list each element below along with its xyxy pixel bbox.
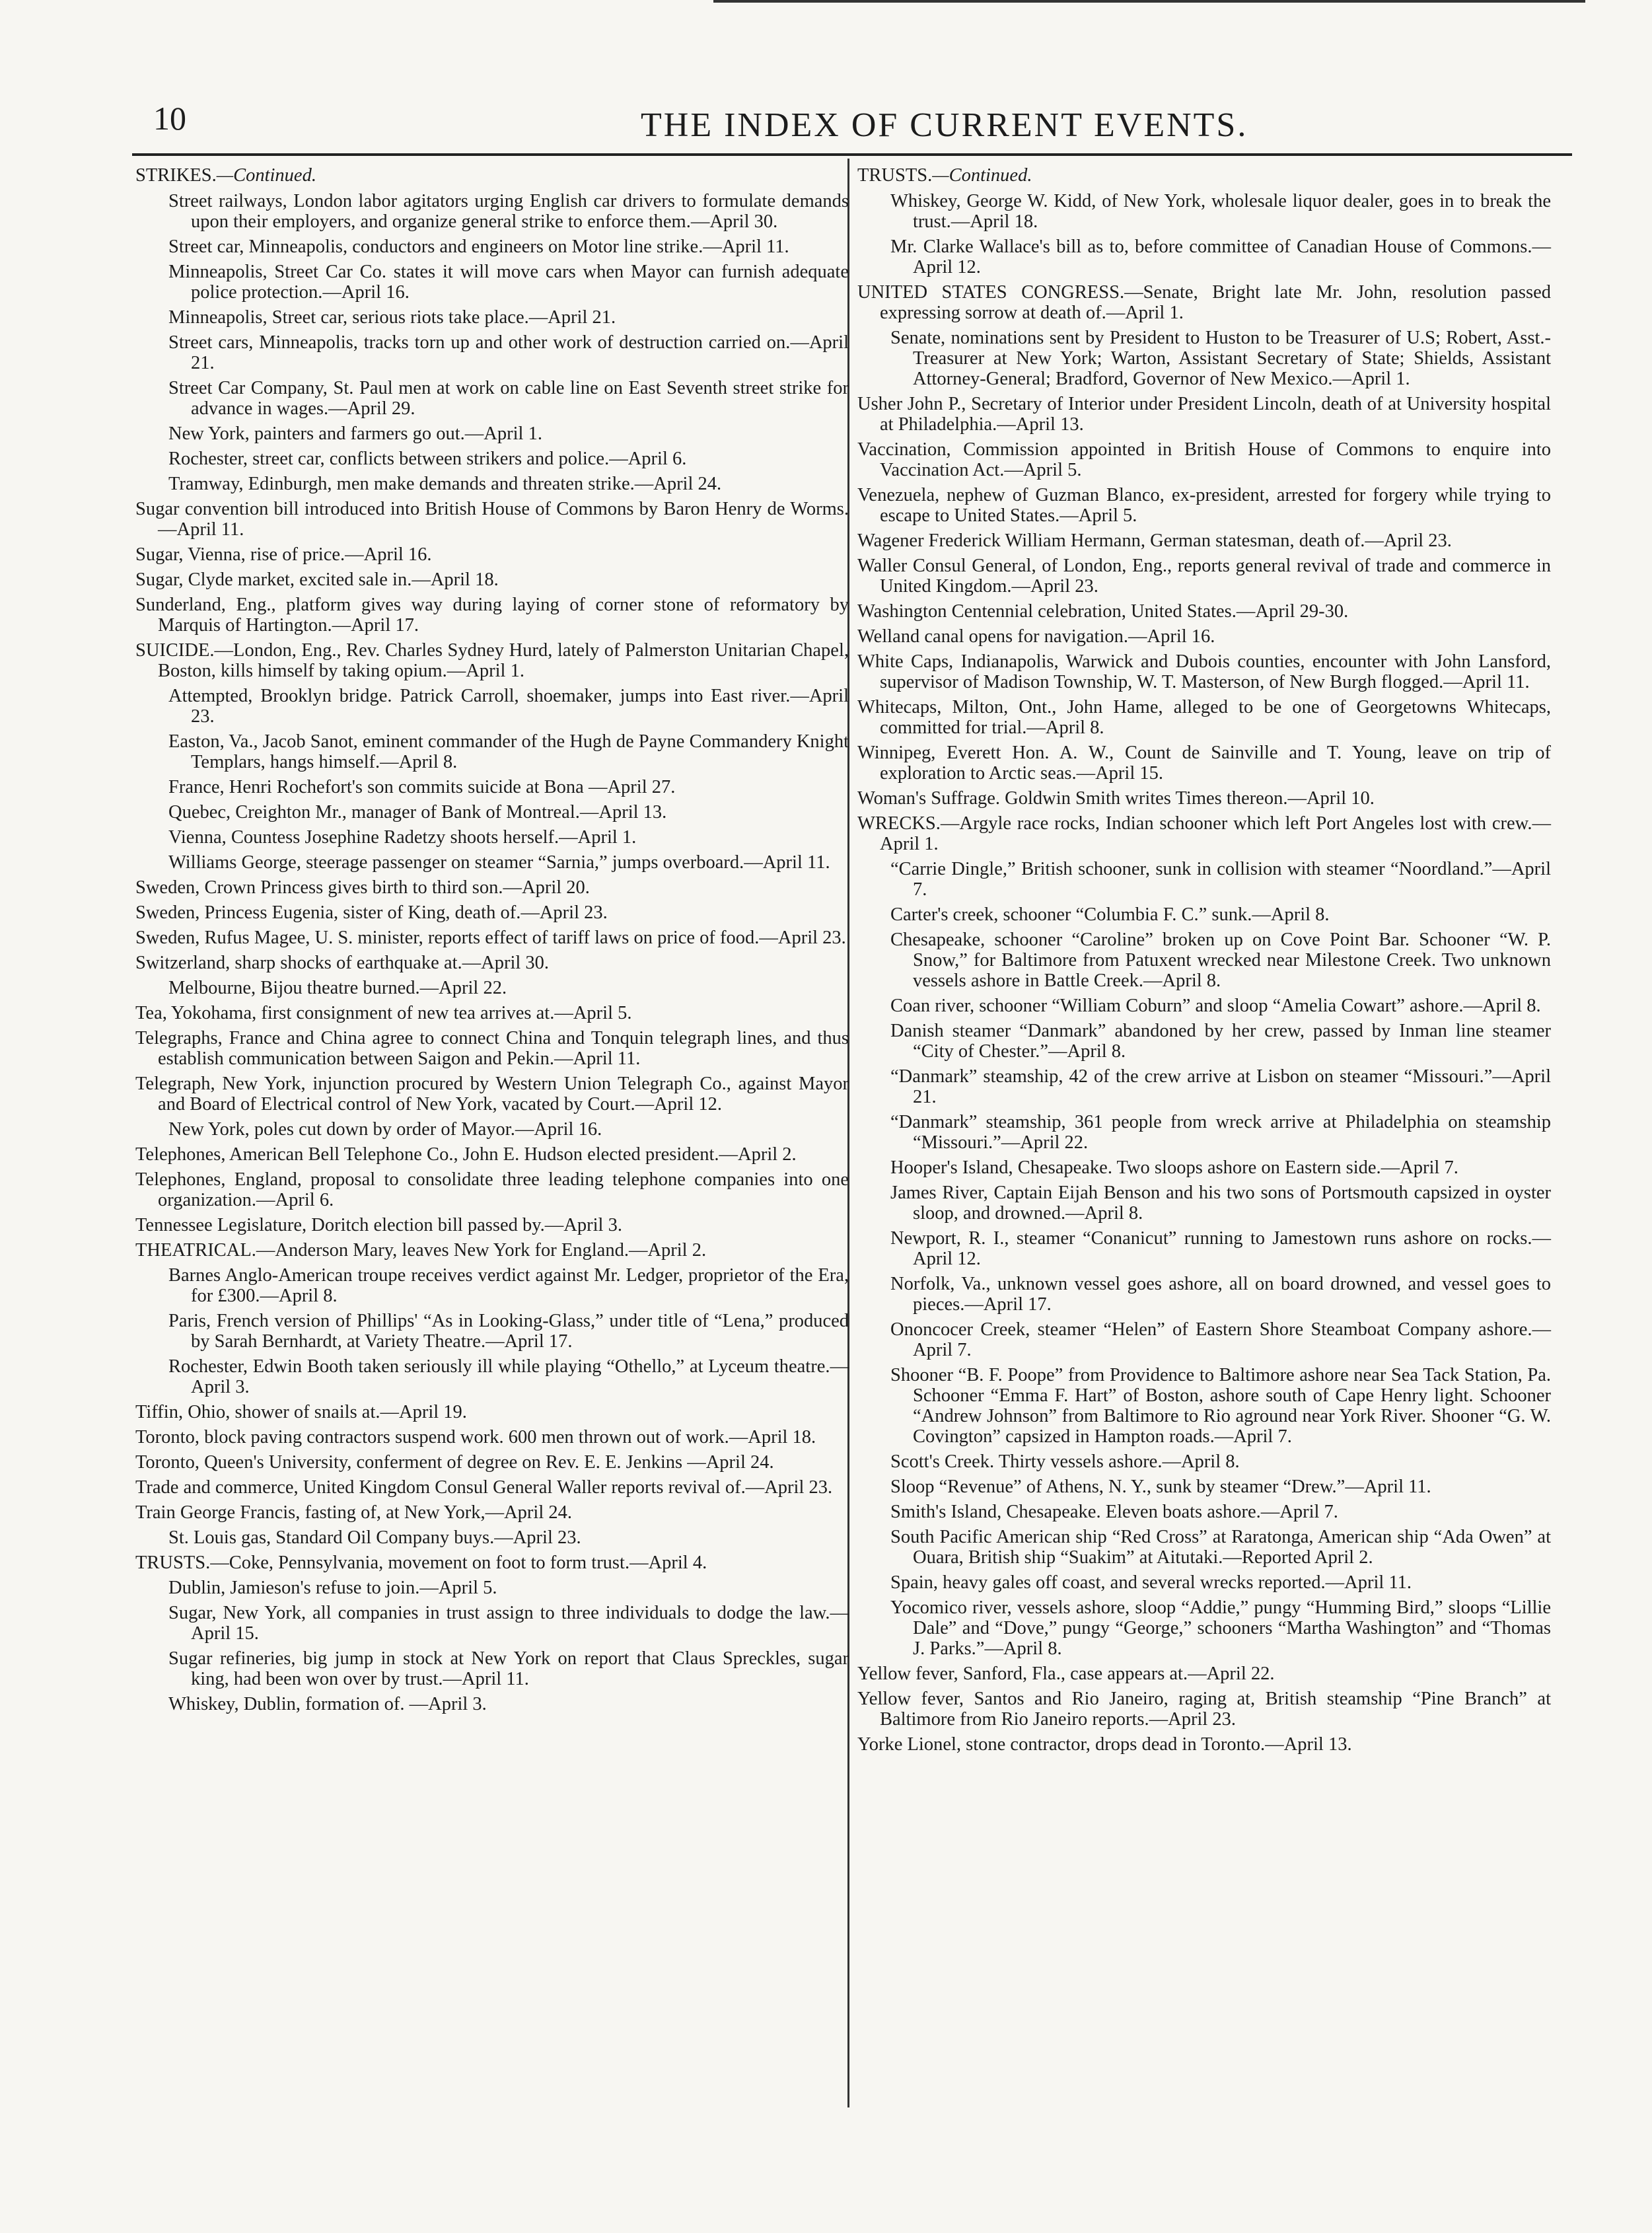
index-entry: Washington Centennial celebration, United States.—April 29-30.: [857, 601, 1349, 622]
index-entry: St. Louis gas, Standard Oil Company buys.—April 23.: [168, 1527, 581, 1548]
index-entry: Tiffin, Ohio, shower of snails at.—April 19.: [135, 1402, 467, 1422]
index-entry: Hooper's Island, Chesapeake. Two sloops ashore on Eastern side.—April 7.: [890, 1157, 1458, 1178]
index-entry: Minneapolis, Street car, serious riots take place.—April 21.: [168, 307, 616, 328]
index-entry: Sugar convention bill introduced into British House of Commons by Baron Henry de Worms.—April 11.: [135, 499, 849, 540]
page-number: 10: [153, 100, 186, 137]
index-entry: Woman's Suffrage. Goldwin Smith writes Times thereon.—April 10.: [857, 788, 1375, 809]
index-entry: Wagener Frederick William Hermann, German statesman, death of.—April 23.: [857, 531, 1452, 551]
index-entry: Dublin, Jamieson's refuse to join.—April 5.: [168, 1578, 497, 1598]
index-entry: WRECKS.—Argyle race rocks, Indian schooner which left Port Angeles lost with crew.—April 1.: [857, 813, 1551, 854]
index-entry: Usher John P., Secretary of Interior under President Lincoln, death of at University hospital at Philadelphia.—April 13.: [857, 394, 1551, 435]
index-entry: Yocomico river, vessels ashore, sloop “Addie,” pungy “Humming Bird,” sloops “Lillie Dale” and “Dove,” pungy “George,” schooners “Martha Washington” and “Thomas J. Parks.”—April 8.: [890, 1597, 1551, 1659]
heading-label: TRUSTS.: [857, 165, 933, 186]
index-entry: Venezuela, nephew of Guzman Blanco, ex-president, arrested for forgery while trying to escape to United States.—April 5.: [857, 485, 1551, 526]
index-entry: Sloop “Revenue” of Athens, N. Y., sunk by steamer “Drew.”—April 11.: [890, 1477, 1431, 1497]
top-edge-rule: [713, 0, 1585, 3]
index-entry: Waller Consul General, of London, Eng., reports general revival of trade and commerce in United Kingdom.—April 23.: [857, 556, 1551, 597]
index-entry: Yorke Lionel, stone contractor, drops dead in Toronto.—April 13.: [857, 1734, 1352, 1755]
index-entry: Telegraph, New York, injunction procured by Western Union Telegraph Co., against Mayor and Board of Electrical control of New York, vacated by Court.—April 12.: [135, 1074, 849, 1115]
header-rule: [132, 153, 1572, 156]
index-entry: Vienna, Countess Josephine Radetzy shoots herself.—April 1.: [168, 827, 637, 848]
index-entry: Whiskey, George W. Kidd, of New York, wholesale liquor dealer, goes in to break the trust.—April 18.: [890, 191, 1551, 232]
index-entry: Coan river, schooner “William Coburn” and sloop “Amelia Cowart” ashore.—April 8.: [890, 996, 1541, 1016]
left-column-heading: [135, 165, 849, 186]
index-entry: Easton, Va., Jacob Sanot, eminent commander of the Hugh de Payne Commandery Knight Templars, hangs himself.—April 8.: [168, 731, 849, 772]
index-entry: Scott's Creek. Thirty vessels ashore.—April 8.: [890, 1451, 1240, 1472]
index-entry: White Caps, Indianapolis, Warwick and Dubois counties, encounter with John Lansford, supervisor of Madison Township, W. T. Masterson, of New Burgh flogged.—April 11.: [857, 651, 1551, 692]
index-entry: Train George Francis, fasting of, at New York,—April 24.: [135, 1502, 572, 1523]
index-entry: Smith's Island, Chesapeake. Eleven boats ashore.—April 7.: [890, 1502, 1338, 1522]
index-entry: Welland canal opens for navigation.—April 16.: [857, 626, 1215, 647]
page-title: THE INDEX OF CURRENT EVENTS.: [641, 106, 1248, 144]
index-entry: Sunderland, Eng., platform gives way during laying of corner stone of reformatory by Marquis of Hartington.—April 17.: [135, 595, 849, 636]
index-entry: Rochester, Edwin Booth taken seriously ill while playing “Othello,” at Lyceum theatre.—April 3.: [168, 1356, 849, 1397]
index-entry: Sweden, Crown Princess gives birth to third son.—April 20.: [135, 877, 590, 898]
index-entry: Sweden, Rufus Magee, U. S. minister, reports effect of tariff laws on price of food.—April 23.: [135, 928, 846, 948]
index-entry: Sugar, Clyde market, excited sale in.—April 18.: [135, 569, 499, 590]
index-entry: Sugar, Vienna, rise of price.—April 16.: [135, 544, 432, 565]
index-entry: Rochester, street car, conflicts between strikers and police.—April 6.: [168, 449, 687, 469]
index-entry: Yellow fever, Santos and Rio Janeiro, raging at, British steamship “Pine Branch” at Baltimore from Rio Janeiro reports.—April 23.: [857, 1689, 1551, 1730]
index-entry: Sweden, Princess Eugenia, sister of King, death of.—April 23.: [135, 902, 608, 923]
index-entry: Quebec, Creighton Mr., manager of Bank of Montreal.—April 13.: [168, 802, 667, 823]
index-entry: Toronto, block paving contractors suspend work. 600 men thrown out of work.—April 18.: [135, 1427, 816, 1447]
index-entry: Paris, French version of Phillips' “As in Looking-Glass,” under title of “Lena,” produced by Sarah Bernhardt, at Variety Theatre.—April 17.: [168, 1311, 849, 1352]
index-entry: Whiskey, Dublin, formation of. —April 3.: [168, 1694, 487, 1714]
heading-label: STRIKES.: [135, 165, 217, 186]
left-column: [135, 165, 849, 1719]
index-entry: Sugar refineries, big jump in stock at New York on report that Claus Spreckles, sugar king, had been won over by trust.—April 11.: [168, 1648, 849, 1689]
index-entry: “Danmark” steamship, 361 people from wreck arrive at Philadelphia on steamship “Missouri.”—April 22.: [890, 1112, 1551, 1153]
index-entry: Carter's creek, schooner “Columbia F. C.” sunk.—April 8.: [890, 904, 1330, 925]
heading-continued: —Continued.: [216, 165, 316, 186]
index-entry: New York, painters and farmers go out.—April 1.: [168, 423, 542, 444]
index-entry: New York, poles cut down by order of Mayor.—April 16.: [168, 1119, 602, 1140]
index-entry: Mr. Clarke Wallace's bill as to, before committee of Canadian House of Commons.—April 12.: [890, 237, 1551, 277]
index-entry: Senate, nominations sent by President to Huston to be Treasurer of U.S; Robert, Asst.-Treasurer at New York; Warton, Assistant Secretary of State; Shields, Assistant Attorney-General; Bradford, Governor of New Mexico.—April 1.: [890, 328, 1551, 389]
right-column: [857, 165, 1551, 1759]
index-entry: SUICIDE.—London, Eng., Rev. Charles Sydney Hurd, lately of Palmerston Unitarian Chapel, Boston, kills himself by taking opium.—April 1.: [135, 640, 849, 681]
index-entry: Toronto, Queen's University, conferment of degree on Rev. E. E. Jenkins —April 24.: [135, 1452, 774, 1473]
heading-continued: —Continued.: [932, 165, 1032, 186]
right-entries: [857, 191, 1551, 1755]
index-entry: Sugar, New York, all companies in trust assign to three individuals to dodge the law.—April 15.: [168, 1603, 849, 1644]
index-entry: Street Car Company, St. Paul men at work on cable line on East Seventh street strike for advance in wages.—April 29.: [168, 378, 849, 419]
index-entry: Melbourne, Bijou theatre burned.—April 22.: [168, 978, 507, 998]
index-entry: Williams George, steerage passenger on steamer “Sarnia,” jumps overboard.—April 11.: [168, 852, 830, 873]
index-entry: South Pacific American ship “Red Cross” at Raratonga, American ship “Ada Owen” at Ouara, British ship “Suakim” at Aitutaki.—Reported April 2.: [890, 1527, 1551, 1568]
index-entry: Vaccination, Commission appointed in British House of Commons to enquire into Vaccination Act.—April 5.: [857, 439, 1551, 480]
index-entry: Minneapolis, Street Car Co. states it will move cars when Mayor can furnish adequate police protection.—April 16.: [168, 262, 849, 303]
index-entry: France, Henri Rochefort's son commits suicide at Bona —April 27.: [168, 777, 676, 797]
index-entry: Whitecaps, Milton, Ont., John Hame, alleged to be one of Georgetowns Whitecaps, committed for trial.—April 8.: [857, 697, 1551, 738]
index-entry: UNITED STATES CONGRESS.—Senate, Bright late Mr. John, resolution passed expressing sorrow at death of.—April 1.: [857, 282, 1551, 323]
index-entry: Switzerland, sharp shocks of earthquake at.—April 30.: [135, 953, 550, 973]
left-entries: [135, 191, 849, 1714]
index-entry: Ononcocer Creek, steamer “Helen” of Eastern Shore Steamboat Company ashore.—April 7.: [890, 1319, 1551, 1360]
index-entry: Tennessee Legislature, Doritch election bill passed by.—April 3.: [135, 1215, 622, 1235]
index-entry: Shooner “B. F. Poope” from Providence to Baltimore ashore near Sea Tack Station, Pa. Schooner “Emma F. Hart” of Boston, ashore south of Cape Henry light. Schooner “Andrew Johnson” from Baltimore to Rio aground near York River. Shooner “G. W. Covington” capsized in Hampton roads.—April 7.: [890, 1365, 1551, 1447]
index-entry: “Carrie Dingle,” British schooner, sunk in collision with steamer “Noordland.”—April 7.: [890, 859, 1551, 900]
index-entry: TRUSTS.—Coke, Pennsylvania, movement on foot to form trust.—April 4.: [135, 1553, 707, 1573]
index-entry: Spain, heavy gales off coast, and several wrecks reported.—April 11.: [890, 1572, 1412, 1593]
index-entry: Telegraphs, France and China agree to connect China and Tonquin telegraph lines, and thus establish communication between Saigon and Pekin.—April 11.: [135, 1028, 849, 1069]
index-entry: Street cars, Minneapolis, tracks torn up and other work of destruction carried on.—April 21.: [168, 332, 849, 373]
index-entry: Danish steamer “Danmark” abandoned by her crew, passed by Inman line steamer “City of Chester.”—April 8.: [890, 1021, 1551, 1062]
index-entry: Newport, R. I., steamer “Conanicut” running to Jamestown runs ashore on rocks.—April 12.: [890, 1228, 1551, 1269]
index-entry: Tramway, Edinburgh, men make demands and threaten strike.—April 24.: [168, 474, 722, 494]
index-entry: Barnes Anglo-American troupe receives verdict against Mr. Ledger, proprietor of the Era, for £300.—April 8.: [168, 1265, 849, 1306]
index-entry: Attempted, Brooklyn bridge. Patrick Carroll, shoemaker, jumps into East river.—April 23.: [168, 686, 849, 727]
index-entry: Norfolk, Va., unknown vessel goes ashore, all on board drowned, and vessel goes to pieces.—April 17.: [890, 1274, 1551, 1315]
index-entry: James River, Captain Eijah Benson and his two sons of Portsmouth capsized in oyster sloop, and drowned.—April 8.: [890, 1183, 1551, 1224]
index-entry: THEATRICAL.—Anderson Mary, leaves New York for England.—April 2.: [135, 1240, 707, 1261]
index-entry: Yellow fever, Sanford, Fla., case appears at.—April 22.: [857, 1664, 1275, 1684]
index-entry: Tea, Yokohama, first consignment of new tea arrives at.—April 5.: [135, 1003, 632, 1023]
index-entry: Trade and commerce, United Kingdom Consul General Waller reports revival of.—April 23.: [135, 1477, 833, 1498]
index-entry: Chesapeake, schooner “Caroline” broken up on Cove Point Bar. Schooner “W. P. Snow,” for Baltimore from Patuxent wrecked near Milestone Creek. Two unknown vessels ashore in Battle Creek.—April 8.: [890, 930, 1551, 991]
index-entry: Street car, Minneapolis, conductors and engineers on Motor line strike.—April 11.: [168, 237, 789, 257]
index-entry: Winnipeg, Everett Hon. A. W., Count de Sainville and T. Young, leave on trip of exploration to Arctic seas.—April 15.: [857, 743, 1551, 784]
index-entry: Telephones, England, proposal to consolidate three leading telephone companies into one organization.—April 6.: [135, 1169, 849, 1210]
index-entry: Telephones, American Bell Telephone Co., John E. Hudson elected president.—April 2.: [135, 1144, 797, 1165]
index-entry: Street railways, London labor agitators urging English car drivers to formulate demands upon their employers, and organize general strike to enforce them.—April 30.: [168, 191, 849, 232]
index-entry: “Danmark” steamship, 42 of the crew arrive at Lisbon on steamer “Missouri.”—April 21.: [890, 1066, 1551, 1107]
right-column-heading: [857, 165, 1551, 186]
